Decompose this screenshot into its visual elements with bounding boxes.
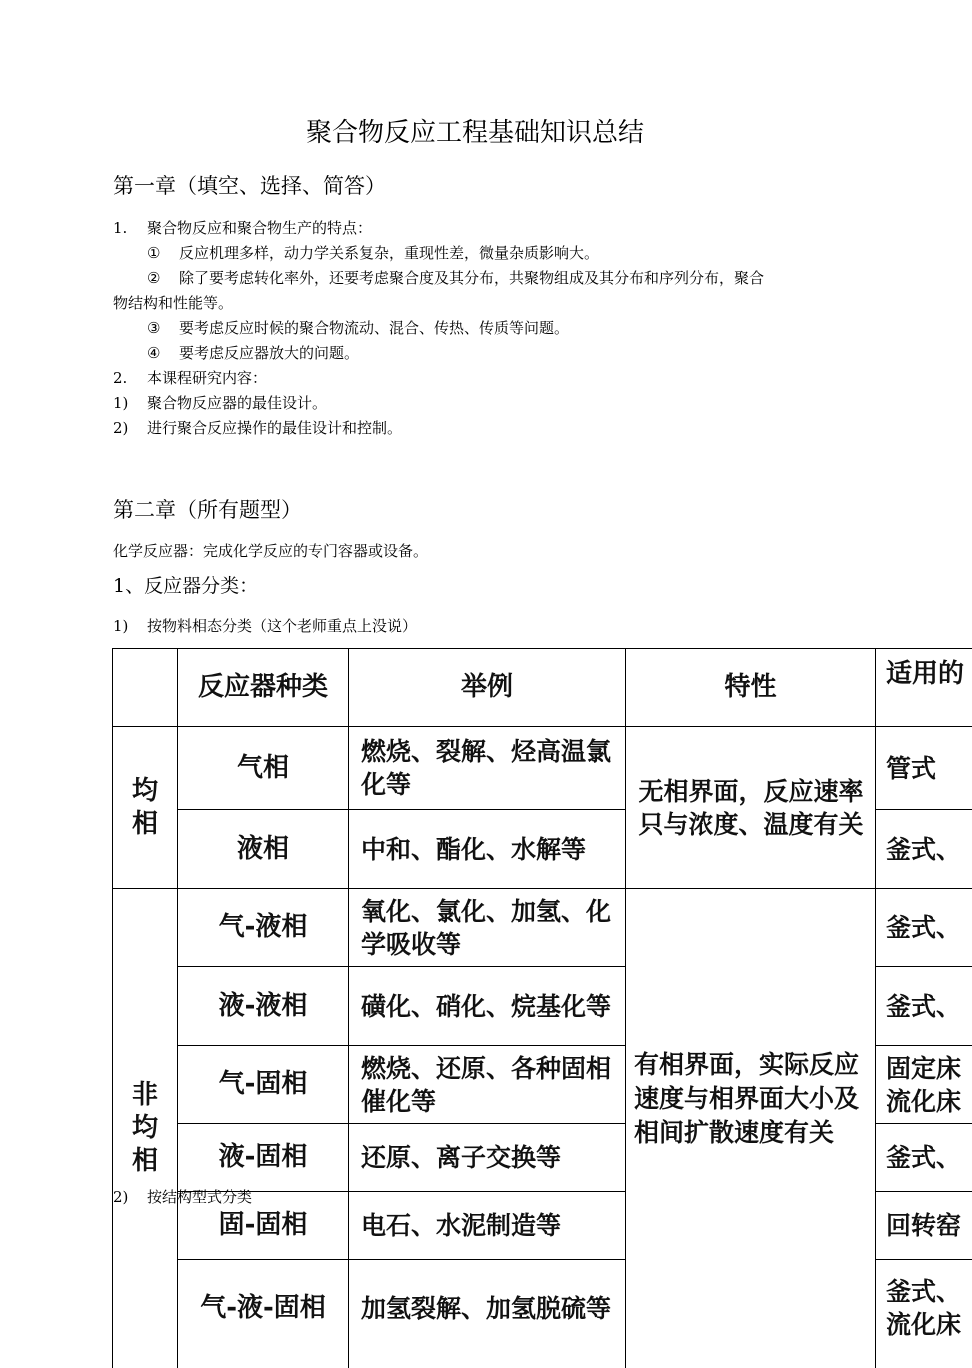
- list-text: 按物料相态分类（这个老师重点上没说）: [147, 617, 418, 635]
- row-application: 管式: [886, 753, 937, 783]
- point-text: 反应机理多样，动力学关系复杂，重现性差，微量杂质影响大。: [179, 244, 600, 262]
- point-text: 除了要考虑转化率外，还要考虑聚合度及其分布，共聚物组成及其分布和序列分布，聚合: [179, 269, 765, 287]
- header-application: 适用的: [886, 658, 965, 689]
- point-marker: ②: [147, 269, 161, 287]
- row-application: 釜式、: [886, 834, 962, 864]
- list-number: 1): [113, 617, 129, 635]
- chapter2-heading: 第二章（所有题型）: [113, 498, 302, 522]
- chapter1-sub2: [113, 416, 402, 441]
- row-application: 釜式、: [886, 991, 962, 1021]
- point-2: [147, 266, 764, 291]
- point-2-continued: 物结构和性能等。: [113, 294, 234, 312]
- point-marker: ③: [147, 319, 161, 337]
- point-marker: ④: [147, 344, 161, 362]
- list-number: 1.: [113, 219, 128, 237]
- trait-heterogeneous: 有相界面，实际反应速度与相界面大小及相间扩散速度有关: [634, 1050, 860, 1147]
- row-application: 釜式、: [886, 913, 962, 942]
- list-text: 进行聚合反应操作的最佳设计和控制。: [147, 419, 403, 437]
- row-type: 气-液相: [218, 912, 308, 942]
- row-application: 固定床 流化床: [886, 1053, 962, 1116]
- header-example: 举例: [460, 672, 513, 702]
- row-example: 中和、酯化、水解等: [361, 834, 587, 864]
- point-4: [147, 341, 359, 366]
- row-type: 固-固相: [218, 1210, 308, 1240]
- row-example: 磺化、硝化、烷基化等: [361, 991, 612, 1021]
- reactor-classification-table: [112, 648, 972, 1368]
- list-number: 2): [113, 1188, 129, 1206]
- list-number: 2.: [113, 369, 128, 387]
- row-type: 液-固相: [218, 1142, 308, 1172]
- row-example: 加氢裂解、加氢脱硫等: [361, 1293, 612, 1323]
- row-type: 气相: [236, 752, 289, 783]
- point-1: [147, 241, 599, 266]
- point-text: 要考虑反应器放大的问题。: [179, 344, 360, 362]
- section-heading: 1、反应器分类：: [113, 575, 259, 597]
- row-type: 液-液相: [218, 990, 308, 1021]
- classification-by-phase: [113, 614, 417, 639]
- list-text: 本课程研究内容：: [147, 369, 268, 387]
- list-text: 聚合物反应和聚合物生产的特点：: [147, 219, 373, 237]
- row-example: 燃烧、还原、各种固相催化等: [361, 1053, 612, 1116]
- row-example: 氧化、氯化、加氢、化学吸收等: [361, 896, 612, 959]
- header-characteristic: 特性: [724, 672, 777, 702]
- page-title: 聚合物反应工程基础知识总结: [305, 118, 644, 148]
- row-example: 电石、水泥制造等: [361, 1211, 562, 1240]
- list-text: 聚合物反应器的最佳设计。: [147, 394, 328, 412]
- list-number: 2): [113, 419, 129, 437]
- point-marker: ①: [147, 244, 161, 262]
- classification-by-structure: [113, 1186, 252, 1207]
- column-divider: [625, 648, 626, 1368]
- row-application: 釜式、 流化床: [886, 1277, 962, 1339]
- chapter1-item2: [113, 366, 267, 391]
- list-text: 按结构型式分类: [147, 1188, 253, 1206]
- row-example: 燃烧、裂解、烃高温氯化等: [361, 737, 612, 799]
- group-label-homogeneous: 均 相: [131, 775, 158, 839]
- chapter1-sub1: [113, 391, 327, 416]
- chapter1-heading: 第一章（填空、选择、简答）: [113, 174, 386, 198]
- row-type: 气-固相: [218, 1069, 308, 1099]
- header-reactor-type: 反应器种类: [197, 672, 328, 702]
- trait-homogeneous: 无相界面，反应速率只与浓度、温度有关: [638, 776, 864, 839]
- row-type: 气-液-固相: [200, 1292, 326, 1323]
- list-number: 1): [113, 394, 129, 412]
- row-application: 釜式、: [886, 1143, 962, 1172]
- point-text: 要考虑反应时候的聚合物流动、混合、传热、传质等问题。: [179, 319, 570, 337]
- point-3: [147, 316, 569, 341]
- row-type: 液相: [236, 833, 289, 864]
- row-example: 还原、离子交换等: [361, 1143, 562, 1172]
- group-label-heterogeneous: 非 均 相: [131, 1080, 158, 1176]
- chapter1-item1: [113, 216, 372, 241]
- row-application: 回转窑: [886, 1211, 962, 1240]
- reactor-definition: 化学反应器：完成化学反应的专门容器或设备。: [113, 542, 429, 560]
